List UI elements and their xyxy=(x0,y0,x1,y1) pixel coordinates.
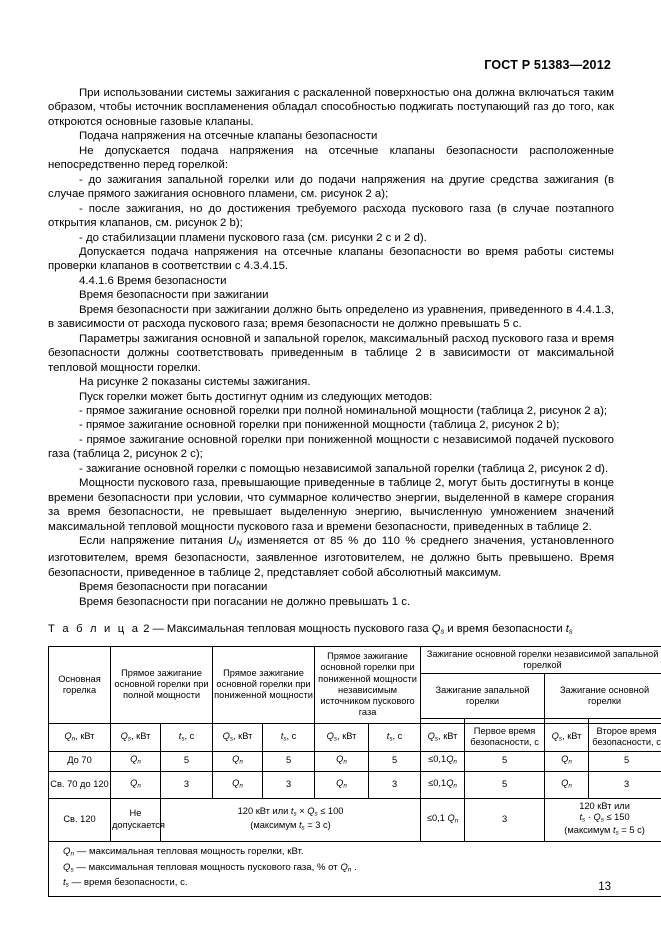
row3-not-allowed: Не допускается xyxy=(111,798,161,841)
unit-second-safety-time: Второе время безопасности, с xyxy=(589,724,661,751)
table-2 xyxy=(48,646,661,897)
row2-c5: $Q_n$ xyxy=(315,771,369,798)
table-caption-symbol-q-sub: s xyxy=(440,626,445,636)
table-header-row-1 xyxy=(49,646,661,673)
un-variable-subscript: N xyxy=(236,538,242,548)
unit-qs-kvt-4: $Q_s$, кВт xyxy=(421,724,465,751)
note-ts: $t_s$ — время безопасности, с. xyxy=(63,877,188,889)
row1-c1: $Q_n$ xyxy=(111,751,161,771)
row2-c2: 3 xyxy=(161,771,213,798)
row3-merged-formula xyxy=(161,798,421,841)
row2-c4: 3 xyxy=(263,771,315,798)
row1-c3: $Q_n$ xyxy=(213,751,263,771)
row1-c9: $Q_n$ xyxy=(545,751,589,771)
paragraph-un xyxy=(48,534,614,580)
row3-formula-line1: 120 кВт или $t_s \times Q_s \le 100$ xyxy=(237,806,344,818)
paragraph-16: - прямое зажигание основной горелки при пониженной мощности с независимой подачей пускового газа (таблица 2, рисунок 2 c); xyxy=(48,433,614,461)
row1-c7: $\le 0,1Q_n$ xyxy=(421,751,465,771)
row3-right-line3: (максимум $t_s = 5$ с) xyxy=(564,825,645,837)
paragraph-4: - до зажигания запальной горелки или до подачи напряжения на другие средства зажигания (в случае прямого зажигания основного пламени, см. рисунок 2 a); xyxy=(48,173,614,201)
row1-c4: 5 xyxy=(263,751,315,771)
row3-right-line2: $t_s \cdot Q_s \le 150$ xyxy=(579,811,630,824)
paragraph-10: Время безопасности при зажигании должно быть определено из уравнения, приведенного в 4.4.1.3, в зависимости от расхода пускового газа; время безопасности не должно превышать 5 с. xyxy=(48,303,614,331)
row2-c9: $Q_n$ xyxy=(545,771,589,798)
paragraph-5: - после зажигания, но до достижения требуемого расхода пускового газа (в случае поэтапного открытия клапанов, см. рисунок 2 b); xyxy=(48,202,614,230)
row3-right-line1: 120 кВт или xyxy=(579,800,630,811)
header-pilot-burner-ignition: Зажигание запальной горелки xyxy=(421,674,545,719)
row1-burner: До 70 xyxy=(49,751,111,771)
unit-qs-kvt-2: $Q_s$, кВт xyxy=(213,724,263,751)
row3-formula-line2: (максимум $t_s = 3$ с) xyxy=(250,819,331,832)
paragraph-12: На рисунке 2 показаны системы зажигания. xyxy=(79,376,311,389)
document-body xyxy=(48,86,661,897)
paragraph-2: Подача напряжения на отсечные клапаны безопасности xyxy=(79,130,378,143)
unit-first-safety-time: Первое время безопасности, с xyxy=(465,724,545,751)
row1-c8: 5 xyxy=(465,751,545,771)
table-caption-symbol-q: Q xyxy=(431,623,441,636)
table-caption-symbol-t: t xyxy=(565,623,569,636)
row2-c1: $Q_n$ xyxy=(111,771,161,798)
paragraph-6: - до стабилизации пламени пускового газа (см. рисунки 2 c и 2 d). xyxy=(79,231,427,244)
un-variable: U xyxy=(227,535,237,548)
unit-qn-kvt: $Q_n$, кВт xyxy=(49,724,111,751)
unit-qs-kvt-3: $Q_s$, кВт xyxy=(315,724,369,751)
row2-burner: Св. 70 до 120 xyxy=(49,771,111,798)
paragraph-18: Мощности пускового газа, превышающие приведенные в таблице 2, могут быть достигнуты в конце времени безопасности при условии, что суммарное количество энергии, выделенной в камере сгорания за время безопасности, не превышает выделенную энергию, вычисленную умножением значений максимальной тепловой мощности пускового газа и времени безопасности, приведенных в таблице 2. xyxy=(48,477,614,533)
header-direct-full: Прямое зажигание основной горелки при полной мощности xyxy=(111,646,213,723)
paragraph-13: Пуск горелки может быть достигнут одним из следующих методов: xyxy=(79,390,433,403)
row1-c5: $Q_n$ xyxy=(315,751,369,771)
table-caption-label: Т а б л и ц а xyxy=(48,623,141,636)
un-text-before: Если напряжение питания xyxy=(79,535,228,548)
header-burner: Основная горелка xyxy=(49,646,111,723)
table-row xyxy=(49,798,661,841)
table-caption-number: 2 xyxy=(143,623,150,636)
paragraph-9: Время безопасности при зажигании xyxy=(79,289,269,302)
paragraph-11: Параметры зажигания основной и запальной горелок, максимальный расход пускового газа и время безопасности должны соответствовать приведенным в таблице 2 в зависимости от максимальной тепловой мощности горелки. xyxy=(48,332,614,374)
header-pilot-ignition: Зажигание основной горелки независимой запальной горелкой xyxy=(421,646,661,673)
row2-c3: $Q_n$ xyxy=(213,771,263,798)
row2-c10: 3 xyxy=(589,771,661,798)
paragraph-19: Время безопасности при погасании xyxy=(79,581,268,594)
unit-ts-s-2: $t_s$, с xyxy=(263,724,315,751)
header-direct-reduced: Прямое зажигание основной горелки при пониженной мощности xyxy=(213,646,315,723)
paragraph-1: При использовании системы зажигания с раскаленной поверхностью она должна включаться таким образом, чтобы источник воспламенения обладал способностью поджигать поступающий газ до того, как откроются основные газовые клапаны. xyxy=(48,87,614,128)
row1-c10: 5 xyxy=(589,751,661,771)
paragraph-14: - прямое зажигание основной горелки при полной номинальной мощности (таблица 2, рисунок 2 a); xyxy=(79,404,608,417)
table-row xyxy=(49,771,661,798)
table-caption xyxy=(48,622,614,639)
standard-header: ГОСТ Р 51383—2012 xyxy=(484,58,611,72)
note-qn: $Q_n$ — максимальная тепловая мощность горелки, кВт. xyxy=(63,845,304,858)
unit-qs-kvt-1: $Q_s$, кВт xyxy=(111,724,161,751)
row2-c7: $\le 0,1Q_n$ xyxy=(421,771,465,798)
note-qs: $Q_s$ — максимальная тепловая мощность пускового газа, % от $Q_n$ . xyxy=(63,861,357,873)
row1-c2: 5 xyxy=(161,751,213,771)
table-units-row xyxy=(49,724,661,751)
table-caption-dash: — xyxy=(152,623,164,636)
paragraph-17: - зажигание основной горелки с помощью независимой запальной горелки (таблица 2, рисунок 2 d). xyxy=(79,462,609,475)
row3-merged-right xyxy=(545,798,661,841)
paragraph-7: Допускается подача напряжения на отсечные клапаны безопасности во время работы системы проверки клапанов в соответствии с 4.3.4.15. xyxy=(48,245,614,273)
page-number: 13 xyxy=(598,881,611,893)
table-caption-text-middle: и время безопасности xyxy=(444,623,566,636)
table-notes xyxy=(49,841,661,896)
row1-c6: 5 xyxy=(369,751,421,771)
row2-c8: 5 xyxy=(465,771,545,798)
paragraph-3: Не допускается подача напряжения на отсечные клапаны безопасности расположенные непосредственно перед горелкой: xyxy=(48,144,614,172)
unit-ts-s-1: $t_s$, с xyxy=(161,724,213,751)
unit-qs-kvt-5: $Q_s$, кВт xyxy=(545,724,589,751)
un-text-after: изменяется от 85 % до 110 % среднего значения, установленного изготовителем, время безопасности, заявленное изготовителем, не должно быть превышено. Время безопасности, приведенное в таблице 2, представляет собой абсолютный максимум. xyxy=(48,535,614,579)
paragraph-15: - прямое зажигание основной горелки при пониженной мощности (таблица 2, рисунок 2 b); xyxy=(79,419,560,432)
table-caption-text-before: Максимальная тепловая мощность пускового газа xyxy=(166,623,432,636)
table-caption-symbol-t-sub: s xyxy=(568,626,573,636)
header-direct-reduced-independent: Прямое зажигание основной горелки при пониженной мощности независимым источником пускового газа xyxy=(315,646,421,723)
paragraph-20: Время безопасности при погасании не должно превышать 1 с. xyxy=(79,595,411,608)
row2-c6: 3 xyxy=(369,771,421,798)
row3-c8: 3 xyxy=(465,798,545,841)
table-row xyxy=(49,751,661,771)
row3-c7: ≤0,1 $Q_n$ xyxy=(421,798,465,841)
table-notes-row xyxy=(49,841,661,896)
row3-burner: Св. 120 xyxy=(49,798,111,841)
paragraph-8: 4.4.1.6 Время безопасности xyxy=(79,274,227,287)
header-main-burner-ignition: Зажигание основной горелки xyxy=(545,674,661,719)
unit-ts-s-3: $t_s$, с xyxy=(369,724,421,751)
